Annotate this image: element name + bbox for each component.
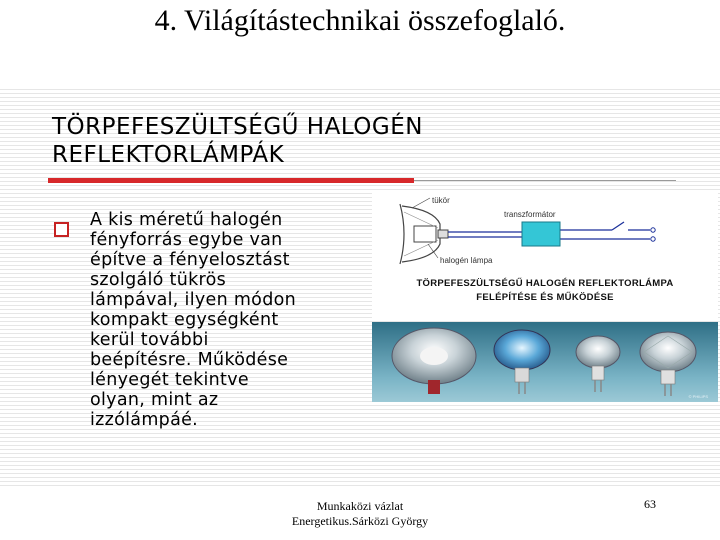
bullet-line: építve a fényelosztást xyxy=(90,250,290,270)
large-reflector-lamp xyxy=(392,328,476,394)
heading-underline-gray xyxy=(414,180,676,181)
bullet-line: A kis méretű halogén xyxy=(90,210,283,230)
section-heading xyxy=(52,113,423,169)
bullet-paragraph xyxy=(90,210,360,430)
halogen-lamp-label: halogén lámpa xyxy=(440,256,493,265)
halogen-lamps-photo xyxy=(372,322,718,402)
bullet-line: fényforrás egybe van xyxy=(90,230,283,250)
bullet-line: kerül további xyxy=(90,330,209,350)
bullet-line: lámpával, ilyen módon xyxy=(90,290,296,310)
bullet-line: beépítésre. Működése xyxy=(90,350,289,370)
reflector-lamp-drawing xyxy=(400,204,448,264)
bullet-line: kompakt egységként xyxy=(90,310,279,330)
heading-line-2: REFLEKTORLÁMPÁK xyxy=(52,142,285,168)
bullet-square-icon xyxy=(54,222,69,237)
footer-line-2: Energetikus.Sárközi György xyxy=(291,514,429,528)
transformer-label: transzformátor xyxy=(504,210,556,219)
transformer-box xyxy=(522,222,560,246)
bullet-line: izzólámpáé. xyxy=(90,410,199,430)
bullet-line: szolgáló tükrös xyxy=(90,270,227,290)
mirror-pointer xyxy=(412,198,430,208)
lamps-illustration xyxy=(372,322,718,402)
heading-line-1: TÖRPEFESZÜLTSÉGŰ HALOGÉN xyxy=(52,114,423,140)
small-reflector-lamp xyxy=(576,336,620,392)
footer-line-1: Munkaközi vázlat xyxy=(316,499,404,513)
heading-underline-red xyxy=(48,178,414,183)
blue-reflector-lamp xyxy=(494,330,550,394)
mirror-label: tükör xyxy=(432,196,450,205)
diagram-caption-line-1: TÖRPEFESZÜLTSÉGŰ HALOGÉN REFLEKTORLÁMPA xyxy=(416,278,674,289)
page-number: 63 xyxy=(644,497,656,511)
faceted-reflector-lamp xyxy=(640,332,696,396)
bullet-line: lényegét tekintve xyxy=(90,370,249,390)
diagram-caption-line-2: FELÉPÍTÉSE ÉS MŰKÖDÉSE xyxy=(476,292,614,303)
lamp-pointer xyxy=(428,244,438,258)
slide-title: 4. Világítástechnikai összefoglaló. xyxy=(154,4,566,37)
lamp-wiring-diagram xyxy=(372,192,718,320)
photo-watermark: © PHILIPS xyxy=(688,394,708,399)
bullet-line: olyan, mint az xyxy=(90,390,219,410)
